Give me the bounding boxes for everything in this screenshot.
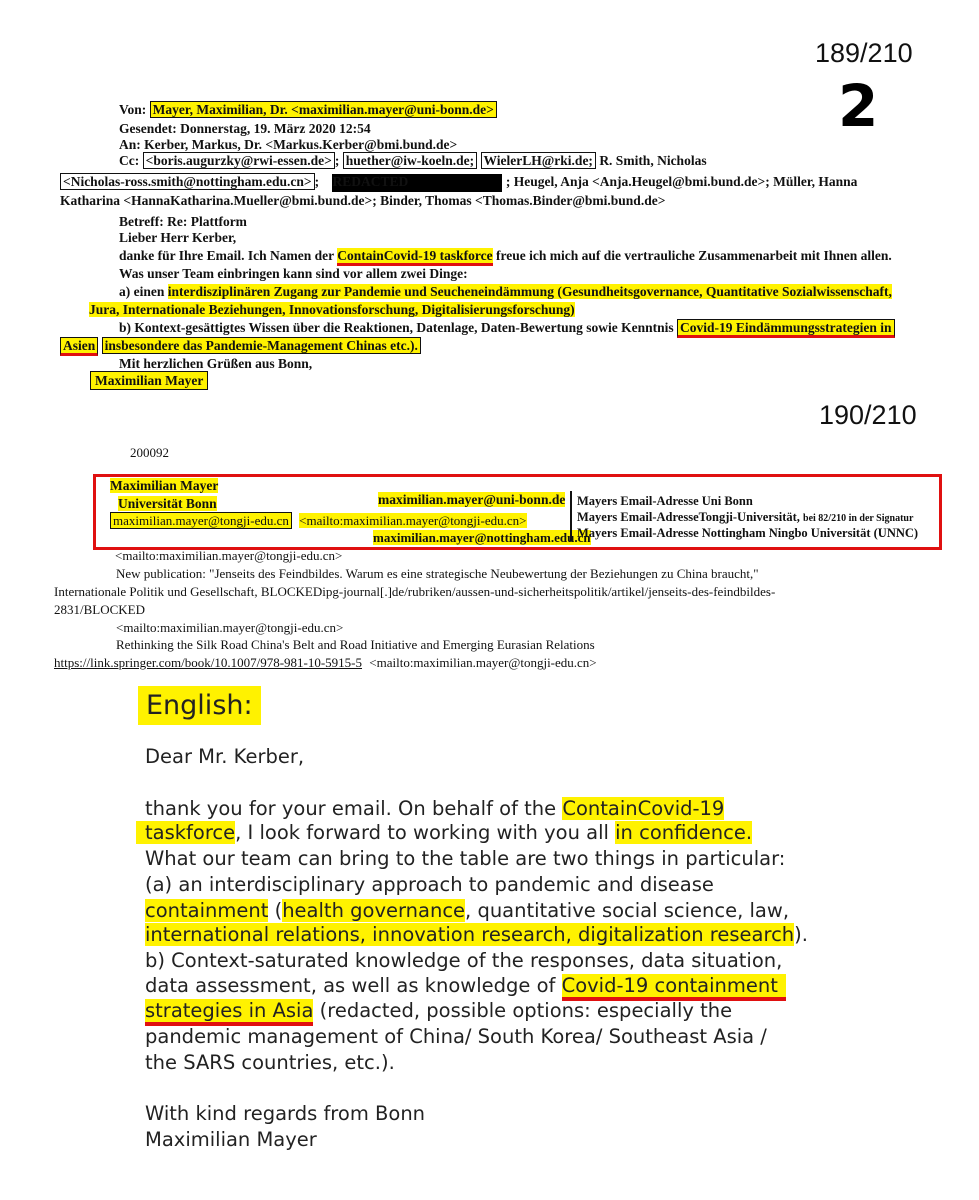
note-tongji: Mayers Email-AdresseTongji-Universität, bei 82/210 in der Signatur (577, 510, 914, 524)
english-line-1: thank you for your email. On behalf of the ContainCovid-19 (145, 797, 725, 820)
from-value: Mayer, Maximilian, Dr. <maximilian.mayer@uni-bonn.de> (150, 101, 497, 118)
email-from: Von: Mayer, Maximilian, Dr. <maximilian.mayer@uni-bonn.de> (119, 102, 497, 118)
redaction-block: REDACTED (332, 174, 502, 192)
english-line-2: taskforce, I look forward to working with you all in confidence. (136, 820, 752, 845)
email-line-5: b) Kontext-gesättigtes Wissen über die Reaktionen, Datenlage, Daten-Bewertung sowie Kenntnis Covid-19 Eindämmungsstrategien in (119, 320, 895, 336)
publication-line-3: 2831/BLOCKED (54, 602, 145, 617)
email-greeting: Lieber Herr Kerber, (119, 230, 237, 245)
email-nottingham: maximilian.mayer@nottingham.edu.cn (373, 530, 591, 545)
springer-link[interactable]: https://link.springer.com/book/10.1007/978-981-10-5915-5 (54, 655, 363, 670)
email-sent: Gesendet: Donnerstag, 19. März 2020 12:54 (119, 121, 371, 136)
email-line-1: danke für Ihre Email. Ich Namen der ContainCovid-19 taskforce freue ich mich auf die vertrauliche Zusammenarbeit mit Ihnen allen. (119, 248, 892, 264)
english-line-6: international relations, innovation research, digitalization research). (145, 923, 808, 946)
email-line-2: Was unser Team einbringen kann sind vor allem zwei Dinge: (119, 266, 468, 281)
document-id: 200092 (130, 445, 169, 460)
mailto-tongji: <mailto:maximilian.mayer@tongji-edu.cn> (299, 513, 527, 528)
note-divider (570, 491, 572, 541)
note-nottingham: Mayers Email-Adresse Nottingham Ningbo Universität (UNNC) (577, 526, 919, 540)
page-number-189: 189/210 (815, 38, 913, 68)
email-signature: Maximilian Mayer (90, 373, 208, 389)
book-link-row: https://link.springer.com/book/10.1007/978-981-10-5915-5 <mailto:maximilian.mayer@tongji-edu.cn> (54, 655, 597, 670)
english-line-5: containment (health governance, quantitative social science, law, (145, 899, 790, 922)
page-number-190: 190/210 (819, 400, 917, 430)
email-cc-line2: <Nicholas-ross.smith@nottingham.edu.cn> ; REDACTED ; Heugel, Anja <Anja.Heugel@bmi.bund.de>; Müller, Hanna (60, 174, 857, 192)
english-heading: English: (138, 686, 261, 725)
email-tongji-row (110, 513, 527, 529)
sig-university: Universität Bonn (118, 496, 217, 511)
sig-name: Maximilian Mayer (110, 478, 219, 493)
english-line-9: strategies in Asia (redacted, possible options: especially the (145, 998, 732, 1023)
page-marker-2: 2 (838, 72, 879, 140)
email-closing: Mit herzlichen Grüßen aus Bonn, (119, 356, 313, 371)
email-cc: Cc: <boris.augurzky@rwi-essen.de> ; huether@iw-koeln.de; WielerLH@rki.de; R. Smith, Nicholas (119, 153, 707, 168)
english-line-3: What our team can bring to the table are two things in particular: (145, 847, 786, 870)
email-uni-bonn: maximilian.mayer@uni-bonn.de (378, 492, 566, 507)
english-line-7: b) Context-saturated knowledge of the responses, data situation, (145, 949, 783, 972)
email-cc-line3: Katharina <HannaKatharina.Mueller@bmi.bund.de>; Binder, Thomas <Thomas.Binder@bmi.bund.de> (60, 193, 666, 208)
email-line-6: Asien insbesondere das Pandemie-Management Chinas etc.). (60, 338, 421, 354)
english-line-8: data assessment, as well as knowledge of Covid-19 containment (145, 973, 786, 998)
mailto-line-1: <mailto:maximilian.mayer@tongji-edu.cn> (115, 548, 343, 563)
book-title: Rethinking the Silk Road China's Belt and Road Initiative and Emerging Eurasian Relations (116, 637, 595, 652)
email-subject: Betreff: Re: Plattform (119, 214, 247, 229)
english-signature: Maximilian Mayer (145, 1128, 317, 1151)
english-line-4: (a) an interdisciplinary approach to pandemic and disease (145, 873, 714, 896)
publication-line-2: Internationale Politik und Gesellschaft, BLOCKEDipg-journal[.]de/rubriken/aussen-und-sicherheitspolitik/artikel/jenseits-des-feindbildes- (54, 584, 776, 599)
note-bonn: Mayers Email-Adresse Uni Bonn (577, 494, 753, 508)
publication-line-1: New publication: "Jenseits des Feindbildes. Warum es eine strategische Neubewertung der Beziehungen zu China braucht," (116, 566, 759, 581)
email-to: An: Kerber, Markus, Dr. <Markus.Kerber@bmi.bund.de> (119, 137, 458, 152)
email-line-4: Jura, Internationale Beziehungen, Innovationsforschung, Digitalisierungsforschung) (89, 302, 575, 317)
email-line-3: a) einen interdisziplinären Zugang zur Pandemie und Seucheneindämmung (Gesundheitsgovernance, Quantitative Sozialwissenschaft, (119, 284, 892, 299)
mailto-line-2: <mailto:maximilian.mayer@tongji-edu.cn> (116, 620, 344, 635)
english-greeting: Dear Mr. Kerber, (145, 745, 305, 768)
email-tongji: maximilian.mayer@tongji-edu.cn (110, 512, 292, 529)
english-line-10: pandemic management of China/ South Korea/ Southeast Asia / (145, 1025, 767, 1048)
english-line-11: the SARS countries, etc.). (145, 1051, 395, 1074)
english-closing: With kind regards from Bonn (145, 1102, 426, 1125)
